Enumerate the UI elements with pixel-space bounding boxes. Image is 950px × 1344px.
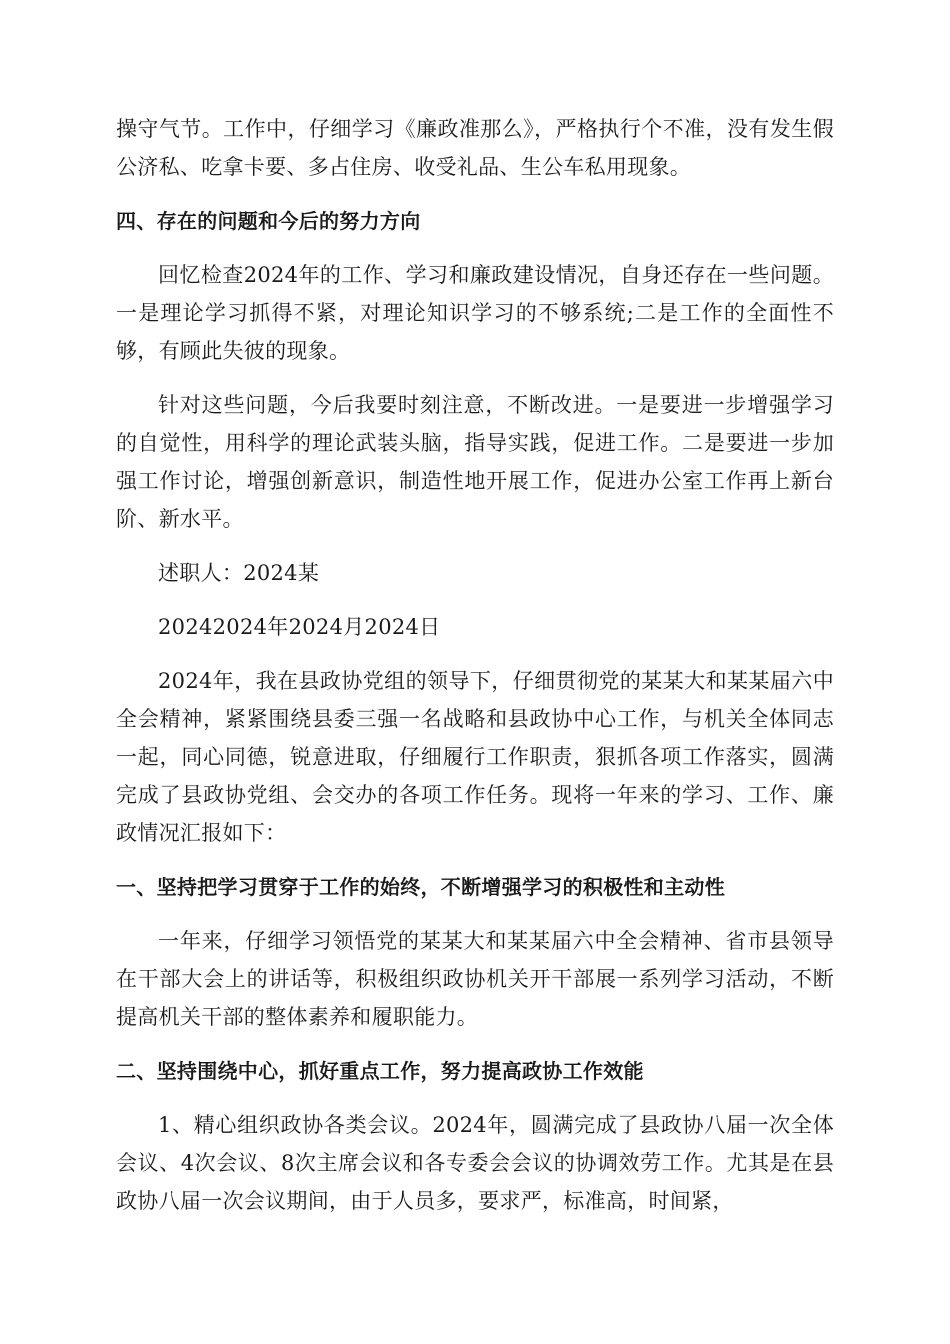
paragraph-study: 一年来，仔细学习领悟党的某某大和某某届六中全会精神、省市县领导在干部大会上的讲话等，积极组织政协机关开干部展一系列学习活动，不断提高机关干部的整体素养和履职能力。 [116, 929, 834, 1029]
signature-line: 述职人：2024某 [158, 561, 320, 585]
paragraph-integrity-continued: 操守气节。工作中，仔细学习《廉政准那么》，严格执行个不准，没有发生假公济私、吃拿卡要、多占住房、收受礼品、生公车私用现象。 [116, 117, 834, 179]
date-line: 20242024年2024月2024日 [158, 615, 441, 639]
section-heading-2: 二、坚持围绕中心，抓好重点工作，努力提高政协工作效能 [116, 1059, 644, 1083]
document-page [116, 110, 834, 1236]
paragraph-meetings: 1、精心组织政协各类会议。2024年，圆满完成了县政协八届一次全体会议、4次会议、8次主席会议和各专委会会议的协调效劳工作。尤其是在县政协八届一次会议期间，由于人员多，要求严，标准高，时间紧， [116, 1113, 834, 1213]
section-heading-1: 一、坚持把学习贯穿于工作的始终，不断增强学习的积极性和主动性 [116, 875, 725, 899]
paragraph-introduction: 2024年，我在县政协党组的领导下，仔细贯彻党的某某大和某某届六中全会精神，紧紧围绕县委三强一名战略和县政协中心工作，与机关全体同志一起，同心同德，锐意进取，仔细履行工作职责，狠抓各项工作落实，圆满完成了县政协党组、会交办的各项工作任务。现将一年来的学习、工作、廉政情况汇报如下： [116, 669, 834, 845]
section-heading-4: 四、存在的问题和今后的努力方向 [116, 209, 421, 233]
paragraph-improvement: 针对这些问题，今后我要时刻注意，不断改进。一是要进一步增强学习的自觉性，用科学的理论武装头脑，指导实践，促进工作。二是要进一步加强工作讨论，增强创新意识，制造性地开展工作，促进办公室工作再上新台阶、新水平。 [116, 393, 834, 531]
paragraph-review: 回忆检查2024年的工作、学习和廉政建设情况，自身还存在一些问题。一是理论学习抓得不紧，对理论知识学习的不够系统;二是工作的全面性不够，有顾此失彼的现象。 [116, 263, 834, 363]
